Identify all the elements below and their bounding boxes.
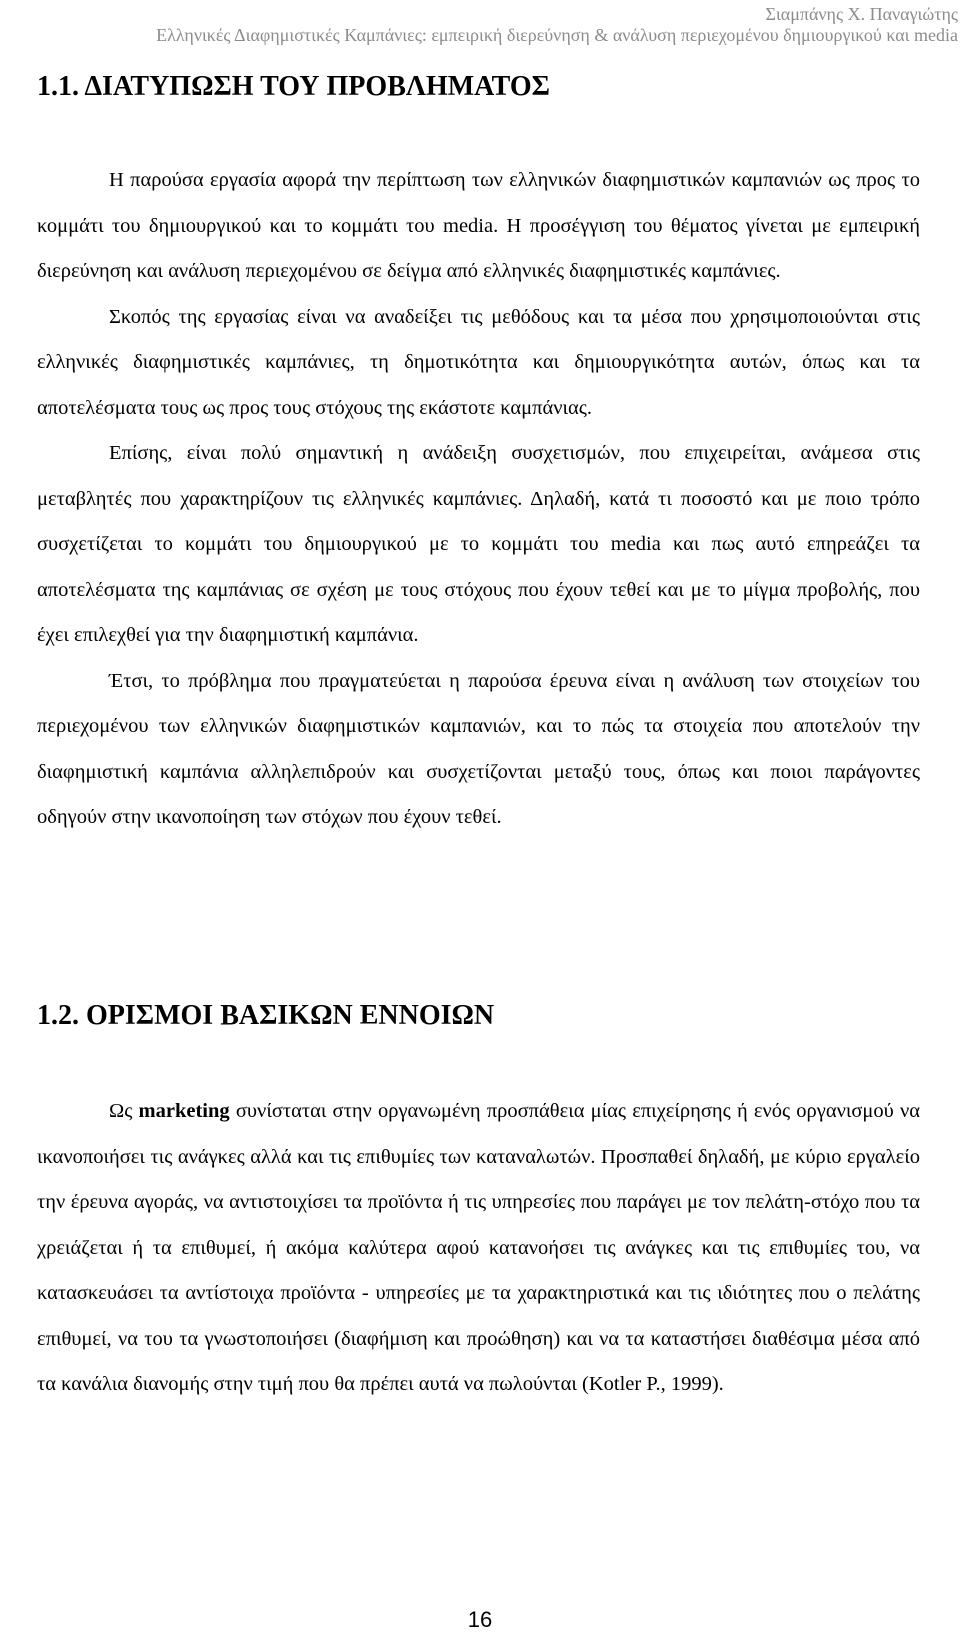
header-author: Σιαμπάνης Χ. Παναγιώτης bbox=[765, 4, 958, 24]
page-number: 16 bbox=[467, 1607, 493, 1632]
paragraph-marketing-definition bbox=[37, 1089, 920, 1408]
section-heading-1-2: 1.2. ΟΡΙΣΜΟΙ ΒΑΣΙΚΩΝ ΕΝΝΟΙΩΝ bbox=[37, 1000, 495, 1031]
header-thesis-title: Ελληνικές Διαφημιστικές Καμπάνιες: εμπειρική διερεύνηση & ανάλυση περιεχομένου δημιουργικού και media bbox=[156, 25, 958, 45]
paragraph: Σκοπός της εργασίας είναι να αναδείξει τις μεθόδους και τα μέσα που χρησιμοποιούνται στις ελληνικές διαφημιστικές καμπάνιες, τη δημοτικότητα και δημιουργικότητα αυτών, όπως και τα αποτελέσματα τους ως προς τους στόχους της εκάστοτε καμπάνιας. bbox=[37, 305, 920, 419]
paragraph: Η παρούσα εργασία αφορά την περίπτωση των ελληνικών διαφημιστικών καμπανιών ως προς το κομμάτι του δημιουργικού και το κομμάτι του media. Η προσέγγιση του θέματος γίνεται με εμπειρική διερεύνηση και ανάλυση περιεχομένου σε δείγμα από ελληνικές διαφημιστικές καμπάνιες. bbox=[37, 169, 920, 282]
running-header bbox=[0, 4, 960, 46]
section-heading-1-1: 1.1. ΔΙΑΤΥΠΩΣΗ ΤΟΥ ΠΡΟΒΛΗΜΑΤΟΣ bbox=[37, 71, 550, 102]
section-1-1-body bbox=[37, 158, 920, 841]
paragraph: Επίσης, είναι πολύ σημαντική η ανάδειξη συσχετισμών, που επιχειρείται, ανάμεσα στις μεταβλητές που χαρακτηρίζουν τις ελληνικές καμπάνιες. Δηλαδή, κατά τι ποσοστό και με ποιο τρόπο συσχετίζεται το κομμάτι του δημιουργικού με το κομμάτι του media και πως αυτό επηρεάζει τα αποτελέσματα της καμπάνιας σε σχέση με τους στόχους που έχουν τεθεί και με το μίγμα προβολής, που έχει επιλεχθεί για την διαφημιστική καμπάνια. bbox=[37, 442, 920, 646]
section-1-2-body bbox=[37, 1089, 920, 1408]
definition-text: συνίσταται στην οργανωμένη προσπάθεια μίας επιχείρησης ή ενός οργανισμού να ικανοποιήσει τις ανάγκες αλλά και τις επιθυμίες των καταναλωτών. Προσπαθεί δηλαδή, με κύριο εργαλείο την έρευνα αγοράς, να αντιστοιχίσει τα προϊόντα ή τις υπηρεσίες που παράγει με τον πελάτη-στόχο που τα χρειάζεται ή τα επιθυμεί, ή ακόμα καλύτερα αφού κατανοήσει τις ανάγκες και τις επιθυμίες του, να κατασκευάσει τα αντίστοιχα προϊόντα - υπηρεσίες με τα χαρακτηριστικά και τις ιδιότητες που ο πελάτης επιθυμεί, να του τα γνωστοποιήσει (διαφήμιση και προώθηση) και να τα καταστήσει διαθέσιμα μέσα από τα κανάλια διανομής στην τιμή που θα πρέπει αυτά να πωλούνται (Kotler P., 1999). bbox=[37, 1100, 920, 1395]
lead-text: Ως bbox=[109, 1100, 139, 1122]
paragraph: Έτσι, το πρόβλημα που πραγματεύεται η παρούσα έρευνα είναι η ανάλυση των στοιχείων του περιεχομένου των ελληνικών διαφημιστικών καμπανιών, και το πώς τα στοιχεία που αποτελούν την διαφημιστική καμπάνια αλληλεπιδρούν και συσχετίζονται μεταξύ τους, όπως και ποιοι παράγοντες οδηγούν στην ικανοποίηση των στόχων που έχουν τεθεί. bbox=[37, 669, 920, 828]
term-marketing: marketing bbox=[138, 1100, 230, 1122]
